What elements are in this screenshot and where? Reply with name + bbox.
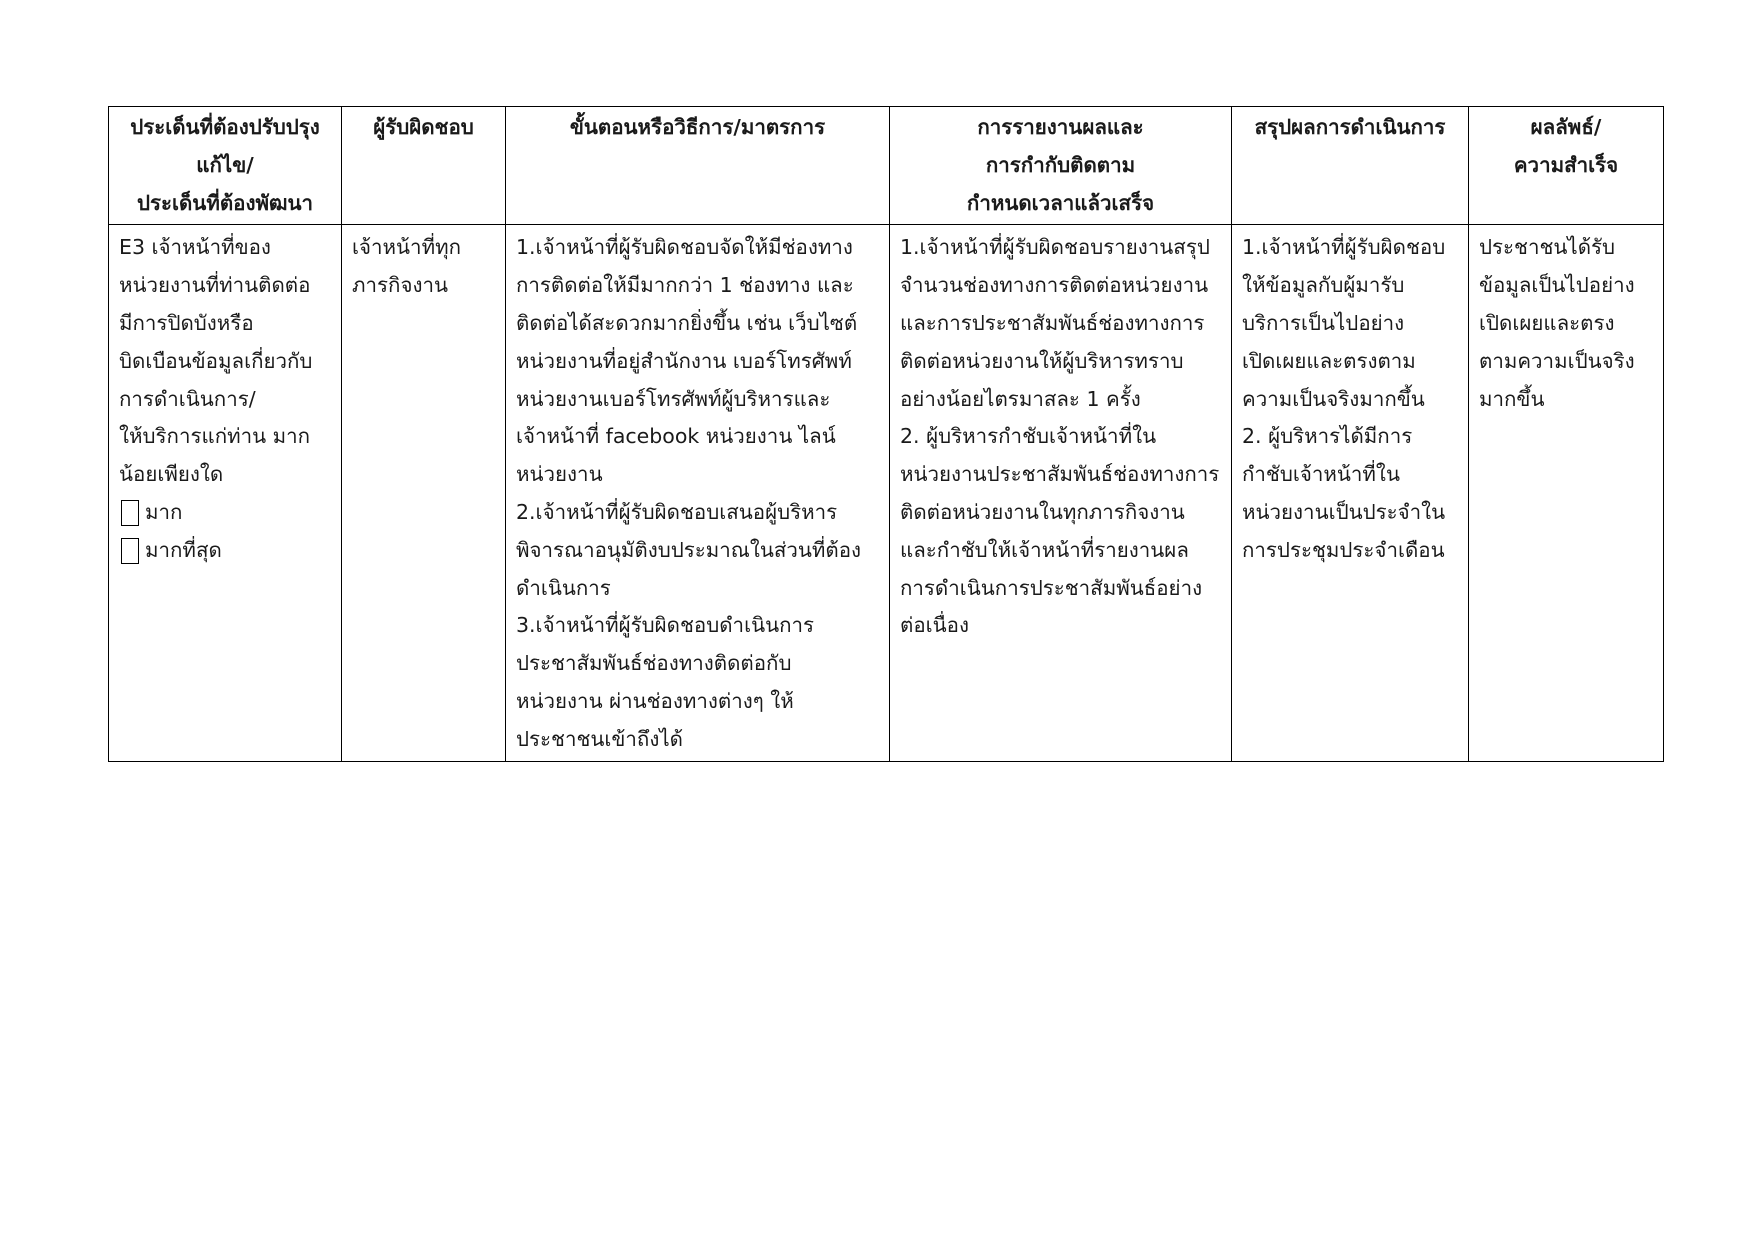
summary-line: ความเป็นจริงมากขึ้น [1242, 386, 1425, 411]
reporting-line: 2. ผู้บริหารกำชับเจ้าหน้าที่ใน [900, 424, 1157, 449]
cell-reporting [890, 225, 1232, 761]
summary-line: ให้ข้อมูลกับผู้มารับ [1242, 273, 1405, 298]
header-steps [506, 107, 890, 225]
issue-line: ให้บริการแก่ท่าน มาก [119, 424, 311, 449]
steps-line: หน่วยงานเบอร์โทรศัพท์ผู้บริหารและ [516, 386, 831, 411]
steps-line: หน่วยงาน [516, 462, 603, 487]
header-line: ความสำเร็จ [1513, 152, 1619, 177]
header-line: การรายงานผลและ [977, 115, 1144, 139]
header-line: แก้ไข/ [196, 152, 254, 177]
cell-issue [109, 225, 342, 761]
header-line: สรุปผลการดำเนินการ [1254, 115, 1446, 139]
cell-result [1469, 225, 1664, 761]
issue-line: E3 เจ้าหน้าที่ของ [119, 235, 271, 260]
steps-line: ประชาชนเข้าถึงได้ [516, 726, 683, 751]
summary-line: หน่วยงานเป็นประจำใน [1242, 499, 1446, 524]
table-row [109, 225, 1664, 761]
reporting-line: ติดต่อหน่วยงานในทุกภารกิจงาน [900, 499, 1185, 524]
reporting-line: และกำชับให้เจ้าหน้าที่รายงานผล [900, 537, 1189, 562]
cell-summary [1232, 225, 1469, 761]
table-header-row [109, 107, 1664, 225]
issue-line: การดำเนินการ/ [119, 386, 256, 411]
header-line: ประเด็นที่ต้องปรับปรุง [130, 115, 320, 139]
header-line: การกำกับติดตาม [985, 152, 1136, 177]
responsible-line: เจ้าหน้าที่ทุก [352, 235, 462, 260]
header-line: ผลลัพธ์/ [1530, 115, 1602, 139]
checkbox-empty-icon [121, 538, 139, 564]
option-label: มากที่สุด [145, 537, 222, 562]
result-line: ประชาชนได้รับ [1479, 235, 1616, 260]
header-line: ผู้รับผิดชอบ [373, 115, 474, 139]
issue-line: บิดเบือนข้อมูลเกี่ยวกับ [119, 348, 313, 373]
summary-line: 1.เจ้าหน้าที่ผู้รับผิดชอบ [1242, 235, 1446, 260]
header-responsible [342, 107, 506, 225]
header-line: ประเด็นที่ต้องพัฒนา [136, 190, 314, 215]
option-most [119, 532, 331, 570]
option-label: มาก [145, 499, 183, 524]
steps-line: การติดต่อให้มีมากกว่า 1 ช่องทาง และ [516, 273, 854, 298]
responsible-line: ภารกิจงาน [352, 273, 448, 298]
result-line: ข้อมูลเป็นไปอย่าง [1479, 273, 1635, 298]
summary-line: เปิดเผยและตรงตาม [1242, 348, 1416, 373]
header-line: กำหนดเวลาแล้วเสร็จ [966, 190, 1155, 215]
steps-line: 1.เจ้าหน้าที่ผู้รับผิดชอบจัดให้มีช่องทาง [516, 235, 853, 260]
issue-line: หน่วยงานที่ท่านติดต่อ [119, 273, 311, 298]
cell-steps [506, 225, 890, 761]
header-issue [109, 107, 342, 225]
issue-line: มีการปิดบังหรือ [119, 310, 254, 335]
option-many [119, 494, 331, 532]
steps-line: พิจารณาอนุมัติงบประมาณในส่วนที่ต้อง [516, 537, 862, 562]
steps-line: หน่วยงานที่อยู่สำนักงาน เบอร์โทรศัพท์ [516, 348, 852, 373]
summary-line: 2. ผู้บริหารได้มีการ [1242, 424, 1413, 449]
steps-line: 3.เจ้าหน้าที่ผู้รับผิดชอบดำเนินการ [516, 613, 815, 638]
steps-line: เจ้าหน้าที่ facebook หน่วยงาน ไลน์ [516, 424, 836, 449]
header-summary [1232, 107, 1469, 225]
reporting-line: 1.เจ้าหน้าที่ผู้รับผิดชอบรายงานสรุป [900, 235, 1210, 260]
cell-responsible [342, 225, 506, 761]
summary-line: บริการเป็นไปอย่าง [1242, 310, 1405, 335]
summary-line: กำชับเจ้าหน้าที่ใน [1242, 462, 1400, 487]
reporting-line: หน่วยงานประชาสัมพันธ์ช่องทางการ [900, 462, 1220, 487]
header-result [1469, 107, 1664, 225]
result-line: ตามความเป็นจริง [1479, 348, 1635, 373]
result-line: มากขึ้น [1479, 386, 1545, 411]
header-line: ขั้นตอนหรือวิธีการ/มาตรการ [569, 115, 826, 139]
improvement-plan-table [108, 106, 1664, 762]
steps-line: ดำเนินการ [516, 575, 611, 600]
steps-line: 2.เจ้าหน้าที่ผู้รับผิดชอบเสนอผู้บริหาร [516, 499, 838, 524]
checkbox-empty-icon [121, 500, 139, 526]
reporting-line: อย่างน้อยไตรมาสละ 1 ครั้ง [900, 386, 1141, 411]
result-line: เปิดเผยและตรง [1479, 310, 1615, 335]
summary-line: การประชุมประจำเดือน [1242, 537, 1445, 562]
reporting-line: การดำเนินการประชาสัมพันธ์อย่าง [900, 575, 1203, 600]
issue-line: น้อยเพียงใด [119, 462, 224, 487]
steps-line: ประชาสัมพันธ์ช่องทางติดต่อกับ [516, 651, 792, 676]
reporting-line: จำนวนช่องทางการติดต่อหน่วยงาน [900, 273, 1209, 298]
reporting-line: ติดต่อหน่วยงานให้ผู้บริหารทราบ [900, 348, 1184, 373]
header-reporting [890, 107, 1232, 225]
steps-line: หน่วยงาน ผ่านช่องทางต่างๆ ให้ [516, 688, 794, 713]
reporting-line: ต่อเนื่อง [900, 613, 969, 638]
reporting-line: และการประชาสัมพันธ์ช่องทางการ [900, 310, 1205, 335]
steps-line: ติดต่อได้สะดวกมากยิ่งขึ้น เช่น เว็บไซต์ [516, 310, 858, 335]
